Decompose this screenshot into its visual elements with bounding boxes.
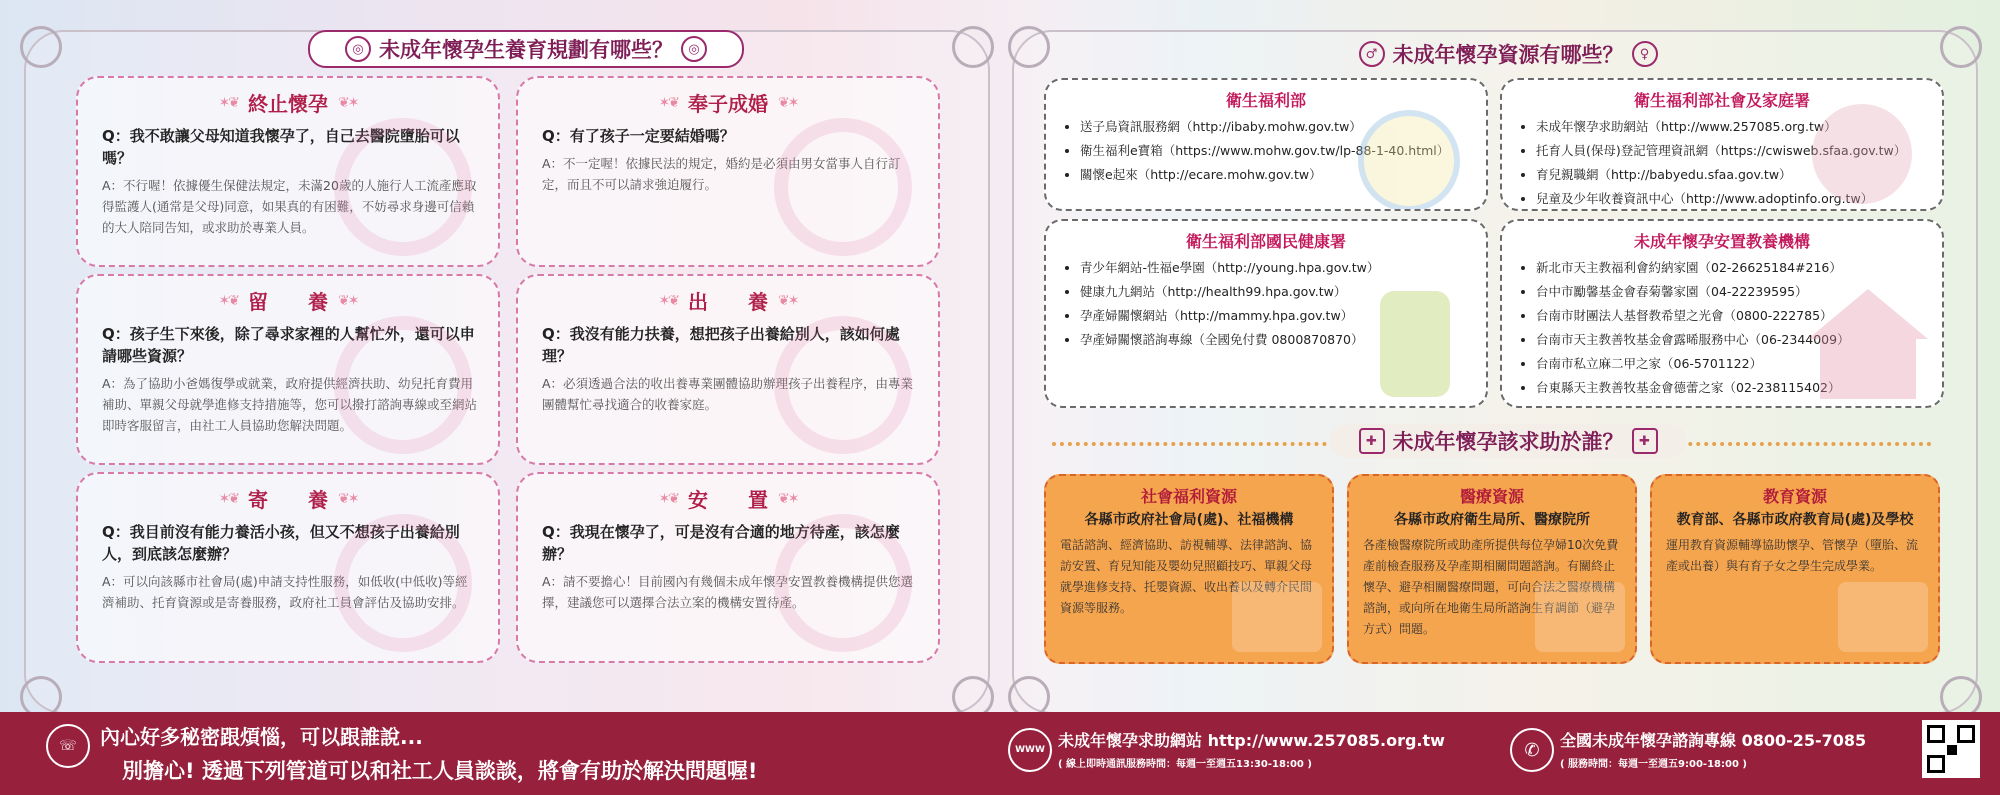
ornament-icon [1940,26,1982,68]
right-header-text: 未成年懷孕資源有哪些？ [1392,43,1624,67]
ornament-icon [20,26,62,68]
family-icon: ♂ [1359,41,1385,67]
footer-line-2: 別擔心! 透過下列管道可以和社工人員談談，將會有助於解決問題喔! [122,759,758,783]
qa-card-title: ✶❦ 終止懷孕 ❦✶ [218,92,358,116]
cross-icon [1535,582,1625,652]
resource-box-title: 未成年懷孕安置教養機構 [1633,232,1810,251]
resource-box-title: 衛生福利部 [1225,91,1306,110]
resource-item: • 台南市財團法人基督教希望之光會（0800-222785） [1536,304,1942,328]
gift-icon: ✚ [1359,428,1385,454]
right-header [1322,37,1694,71]
house-icon [1808,289,1928,339]
resource-item: • 孕產婦關懷諮詢專線（全國免付費 0800870870） [1080,328,1486,352]
resource-box-mohw [1044,78,1488,211]
qa-answer: A：請不要擔心！目前國內有幾個未成年懷孕安置教養機構提供您選擇，建議您可以選擇合法立案的機構安置待產。 [542,574,914,610]
qa-card-title: ✶❦ 留 養 ❦✶ [218,290,358,314]
sfaa-logo-icon [1812,104,1912,204]
resource-item: • 新北市天主教福利會約納家園（02-26625184#216） [1536,256,1942,280]
building-icon [1232,582,1322,652]
resource-item: • 台南市私立麻二甲之家（06-5701122） [1536,352,1942,376]
resource-item: • 台南市天主教善牧基金會露晞服務中心（06-2344009） [1536,328,1942,352]
qa-card-shelter [516,472,940,663]
help-header [1330,424,1686,458]
help-card-text: 電話諮詢、經濟協助、訪視輔導、法律諮詢、協訪安置、育兒知能及嬰幼兒照顧技巧、單親父母就學進修支持、托嬰資源、收出養以及轉介民間資源等服務。 [1060,538,1313,615]
qa-card-terminate [76,76,500,267]
qa-answer: A：必須透過合法的收出養專業團體協助辦理孩子出養程序，由專業團體幫忙尋找適合的收養家庭。 [542,376,914,412]
ornament-icon [1008,26,1050,68]
footer-bar [0,712,2000,795]
qa-answer: A：可以向該縣市社會局(處)申請支持性服務，如低收(中低收)等經濟補助、托育資源或是寄養服務，政府社工員會評估及協助安排。 [102,574,468,610]
mohw-logo-icon [1358,110,1460,211]
qa-answer: A：為了協助小爸媽復學或就業，政府提供經濟扶助、幼兒托育費用補助、單親父母就學進修支持措施等，您可以撥打諮詢專線或至網站即時客服留言，由社工人員協助您解決問題。 [102,376,478,433]
telephone-icon: ✆ [1510,728,1554,772]
help-card-subtitle: 教育部、各縣市政府教育局(處)及學校 [1676,512,1914,528]
qa-answer: A：不一定喔！依據民法的規定，婚約是必須由男女當事人自行訂定，而且不可以請求強迫履行。 [542,156,901,192]
qa-card-title: ✶❦ 寄 養 ❦✶ [218,488,358,512]
help-card-social [1044,474,1334,664]
qa-card-raise [76,274,500,465]
ring-icon: ◎ [681,36,707,62]
qa-card-title: ✶❦ 出 養 ❦✶ [658,290,798,314]
resource-item: • 兒童及少年收養資訊中心（http://www.adoptinfo.org.tw） [1536,187,1942,211]
gift-icon: ✚ [1632,428,1658,454]
ornament-icon [952,26,994,68]
resource-item: • 青少年網站-性福e學園（http://young.hpa.gov.tw） [1080,256,1486,280]
help-card-subtitle: 各縣市政府衛生局所、醫療院所 [1394,512,1590,528]
footer-hotline[interactable]: 全國未成年懷孕諮詢專線 0800-25-7085 [1560,731,1867,750]
qa-question: Q：我目前沒有能力養活小孩，但又不想孩子出養給別人，到底該怎麼辦？ [102,523,460,563]
family-icon: ♀ [1632,41,1658,67]
resource-item: • 孕產婦關懷網站（http://mammy.hpa.gov.tw） [1080,304,1486,328]
hand-icon [1380,291,1450,397]
resource-item: • 衛生福利e寶箱（https://www.mohw.gov.tw/lp-88-1-40.html） [1080,139,1486,163]
resource-box-shelters [1500,219,1944,408]
help-card-medical [1347,474,1637,664]
footer-web-hours: ( 線上即時通訊服務時間：每週一至週五13:30-18:00 ) [1058,759,1312,770]
resource-item: • 育兒親職網（http://babyedu.sfaa.gov.tw） [1536,163,1942,187]
footer-web-link[interactable]: 未成年懷孕求助網站 http://www.257085.org.tw [1058,731,1445,750]
resource-box-sfaa [1500,78,1944,211]
www-icon: WWW [1008,728,1052,772]
resource-item: • 台中市勵馨基金會春菊馨家園（04-22239595） [1536,280,1942,304]
resource-box-title: 衛生福利部社會及家庭署 [1633,91,1810,110]
resource-item: • 關懷e起來（http://ecare.mohw.gov.tw） [1080,163,1486,187]
qa-question: Q：孩子生下來後，除了尋求家裡的人幫忙外，還可以申請哪些資源？ [102,325,475,365]
resource-box-title: 衛生福利部國民健康署 [1185,232,1346,251]
help-header-text: 未成年懷孕該求助於誰？ [1392,430,1624,454]
footer-line-1: 內心好多秘密跟煩惱，可以跟誰說... [100,725,423,749]
qa-card-marriage [516,76,940,267]
help-card-title: 教育資源 [1762,487,1827,506]
qa-answer: A：不行喔！依據優生保健法規定，未滿20歲的人施行人工流產應取得監護人(通常是父母)同意，如果真的有困難，不妨尋求身邊可信賴的大人陪同告知，或求助於專業人員。 [102,178,477,235]
resource-box-hpa [1044,219,1488,408]
left-header [308,30,744,68]
qa-card-title: ✶❦ 安 置 ❦✶ [658,488,798,512]
qa-question: Q：有了孩子一定要結婚嗎？ [542,127,735,145]
help-card-subtitle: 各縣市政府社會局(處)、社福機構 [1084,512,1294,528]
qa-question: Q：我沒有能力扶養，想把孩子出養給別人，該如何處理？ [542,325,900,365]
resource-item: • 托育人員(保母)登記管理資訊網（https://cwisweb.sfaa.gov.tw） [1536,139,1942,163]
help-card-text: 各產檢醫療院所或助產所提供每位孕婦10次免費產前檢查服務及孕產期相關問題諮詢。有關終止懷孕、避孕相關醫療問題，可向合法之醫療機構諮詢，或向所在地衛生局所諮詢生育調節（避孕方式）問題。 [1363,538,1619,636]
ring-icon: ◎ [345,36,371,62]
house-body-icon [1820,339,1916,399]
qa-card-title: ✶❦ 奉子成婚 ❦✶ [658,92,798,116]
resource-item: • 台東縣天主教善牧基金會德蕾之家（02-238115402） [1536,376,1942,400]
help-card-education [1650,474,1940,664]
graduation-cap-icon [1838,582,1928,652]
footer-hotline-hours: ( 服務時間：每週一至週五9:00-18:00 ) [1560,759,1747,770]
left-header-text: 未成年懷孕生養育規劃有哪些？ [379,38,673,62]
qa-card-foster [76,472,500,663]
resource-item: • 送子鳥資訊服務網（http://ibaby.mohw.gov.tw） [1080,115,1486,139]
help-card-text: 運用教育資源輔導協助懷孕、管懷孕（墮胎、流產或出養）與有育子女之學生完成學業。 [1666,538,1919,573]
help-card-title: 醫療資源 [1459,487,1524,506]
qa-question: Q：我不敢讓父母知道我懷孕了，自己去醫院墮胎可以嗎？ [102,127,460,167]
help-card-title: 社會福利資源 [1140,487,1237,506]
qa-card-adoption [516,274,940,465]
qa-question: Q：我現在懷孕了，可是沒有合適的地方待產，該怎麼辦？ [542,523,900,563]
phone-talk-icon: ☏ [46,724,90,768]
resource-item: • 未成年懷孕求助網站（http://www.257085.org.tw） [1536,115,1942,139]
qr-code-icon[interactable] [1922,720,1980,778]
resource-item: • 健康九九網站（http://health99.hpa.gov.tw） [1080,280,1486,304]
